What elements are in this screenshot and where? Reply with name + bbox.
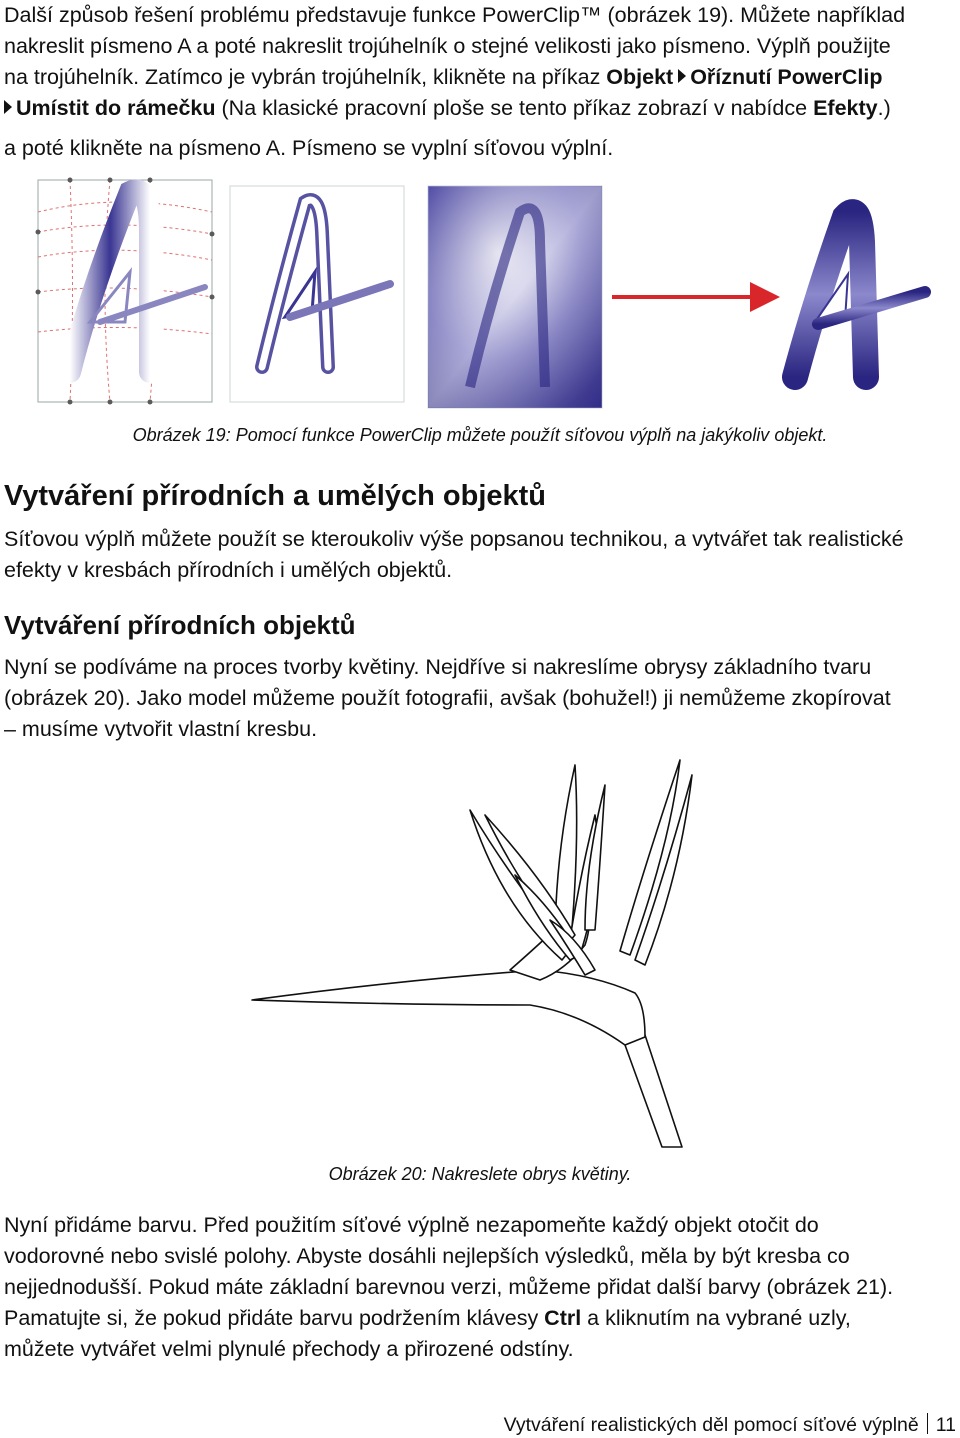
page-number: 11 xyxy=(935,1414,956,1436)
section-heading-1: Vytváření přírodních a umělých objektů xyxy=(4,480,547,512)
filled-letter-result xyxy=(795,212,925,377)
mesh-letter-panel xyxy=(36,178,215,405)
flower-bract xyxy=(252,970,645,1045)
intro-line-4-text: (Na klasické pracovní ploše se tento příkaz zobrazí v nabídce xyxy=(215,96,814,120)
section1-line-1: Síťovou výplň můžete použít se kteroukoliv výše popsanou technikou, a vytvářet tak realistické xyxy=(4,527,904,551)
section1-line-2: efekty v kresbách přírodních i umělých objektů. xyxy=(4,558,453,582)
section3-line-5: můžete vytvářet velmi plynulé přechody a přirozené odstíny. xyxy=(4,1337,574,1361)
figure-19 xyxy=(0,172,960,417)
intro-line-5: a poté klikněte na písmeno A. Písmeno se vyplní síťovou výplní. xyxy=(4,136,614,160)
section2-line-1: Nyní se podíváme na proces tvorby květiny. Nejdříve si nakreslíme obrysy základního tvaru xyxy=(4,655,872,679)
footer-divider xyxy=(927,1413,928,1434)
flower-stem xyxy=(625,1035,682,1147)
figure-20 xyxy=(250,755,710,1150)
flower-outline-drawing xyxy=(250,755,710,1150)
menu-efekty: Efekty xyxy=(813,96,878,120)
section3-line-4-end: a kliknutím na vybrané uzly, xyxy=(581,1306,851,1330)
powerclip-illustration xyxy=(0,172,960,417)
menu-arrow-icon xyxy=(678,69,686,83)
section-heading-2: Vytváření přírodních objektů xyxy=(4,610,356,640)
key-ctrl: Ctrl xyxy=(544,1306,582,1330)
section3-line-4 xyxy=(4,1303,956,1334)
flower-petal-4 xyxy=(635,775,692,965)
red-arrow-icon xyxy=(612,282,780,312)
section2-line-3: – musíme vytvořit vlastní kresbu. xyxy=(4,717,318,741)
outlined-letter-panel xyxy=(230,186,404,402)
intro-line-4-end: .) xyxy=(877,96,891,120)
section3-line-2: vodorovné nebo svislé polohy. Abyste dosáhli nejlepších výsledků, měla by být kresba co xyxy=(4,1244,850,1268)
intro-line-2: nakreslit písmeno A a poté nakreslit trojúhelník o stejné velikosti jako písmeno. Výplň použijte xyxy=(4,34,891,58)
figure-20-caption: Obrázek 20: Nakreslete obrys květiny. xyxy=(328,1164,632,1184)
section3-line-1: Nyní přidáme barvu. Před použitím síťové výplně nezapomeňte každý objekt otočit do xyxy=(4,1213,819,1237)
menu-oriznuti-powerclip: Oříznutí PowerClip xyxy=(690,65,883,89)
section3-line-3: nejjednodušší. Pokud máte základní barevnou verzi, můžeme přidat další barvy (obrázek 21). xyxy=(4,1275,894,1299)
section2-line-2: (obrázek 20). Jako model můžeme použít fotografii, avšak (bohužel!) ji nemůžeme zkopírovat xyxy=(4,686,891,710)
intro-line-3 xyxy=(4,62,956,93)
footer-title: Vytváření realistických děl pomocí síťové výplně xyxy=(503,1414,919,1436)
mesh-fill-panel xyxy=(428,186,602,408)
intro-line-4 xyxy=(4,93,956,124)
figure-19-caption: Obrázek 19: Pomocí funkce PowerClip můžete použít síťovou výplň na jakýkoliv objekt. xyxy=(132,425,828,445)
intro-line-3-text: na trojúhelník. Zatímco je vybrán trojúhelník, klikněte na příkaz xyxy=(4,65,607,89)
intro-line-1: Další způsob řešení problému představuje funkce PowerClip™ (obrázek 19). Můžete například xyxy=(4,3,906,27)
section3-line-4-text: Pamatujte si, že pokud přidáte barvu podržením klávesy xyxy=(4,1306,545,1330)
menu-arrow-icon xyxy=(4,100,12,114)
page-footer xyxy=(504,1412,956,1438)
menu-objekt: Objekt xyxy=(606,65,674,89)
menu-umistit-do-ramecku: Umístit do rámečku xyxy=(16,96,216,120)
